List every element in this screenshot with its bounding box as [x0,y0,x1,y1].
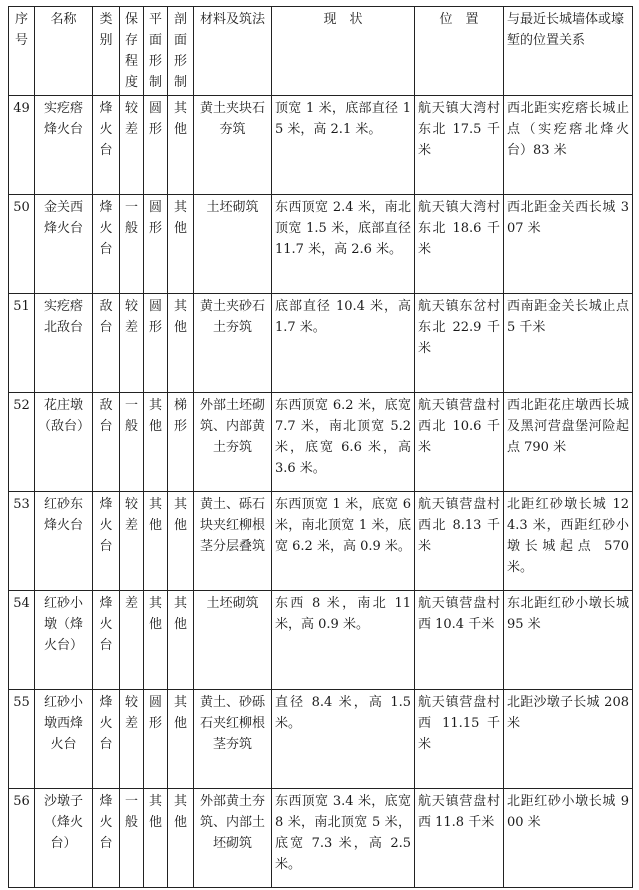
header-preservation: 保存程度 [120,7,144,96]
table-row [9,294,633,393]
cell-material: 外部土坯砌筑、内部黄土夯筑 [194,393,272,492]
cell-type-text: 烽火台 [99,794,113,851]
cell-preservation-text: 一般 [124,200,138,236]
table-row [9,690,633,789]
cell-material: 黄土、砂砾石夹红柳根茎夯筑 [194,690,272,789]
cell-preservation-text: 较差 [124,695,138,731]
cell-no: 53 [9,492,35,591]
cell-plan-text: 其他 [148,794,162,830]
cell-name: 金关西烽火台 [35,195,93,294]
cell-no: 56 [9,789,35,888]
cell-preservation [120,789,144,888]
cell-section-text: 其他 [173,596,187,632]
cell-plan [144,591,168,690]
cell-name: 花庄墩（敌台） [35,393,93,492]
cell-location: 航天镇营盘村西北 10.6 千米 [415,393,504,492]
cell-section-text: 其他 [173,794,187,830]
cell-section-text: 其他 [173,299,187,335]
cell-name: 红砂东烽火台 [35,492,93,591]
cell-material: 黄土夹块石夯筑 [194,96,272,195]
cell-type [93,294,120,393]
cell-type-text: 烽火台 [99,101,113,158]
cell-material: 黄土夹砂石土夯筑 [194,294,272,393]
header-location: 位 置 [415,7,504,96]
table-row [9,591,633,690]
cell-preservation [120,690,144,789]
header-type: 类别 [93,7,120,96]
cell-section [168,294,194,393]
cell-type-text: 烽火台 [99,200,113,257]
cell-location: 航天镇营盘村西 11.15 千米 [415,690,504,789]
cell-plan-text: 其他 [148,398,162,434]
cell-plan [144,96,168,195]
cell-relation: 北距红砂墩长城 124.3 米，西距红砂小墩长城起点 570 米。 [504,492,633,591]
cell-relation: 西北距金关西长城 307 米 [504,195,633,294]
table-row [9,96,633,195]
cell-no: 54 [9,591,35,690]
cell-name: 实疙瘩北敌台 [35,294,93,393]
cell-material: 土坯砌筑 [194,195,272,294]
cell-preservation-text: 较差 [124,497,138,533]
cell-location: 航天镇大湾村东北 18.6 千米 [415,195,504,294]
cell-material: 外部黄土夯筑、内部土坯砌筑 [194,789,272,888]
cell-relation: 西南距金关长城止点 5 千米 [504,294,633,393]
cell-type-text: 敌台 [99,299,113,335]
cell-no: 51 [9,294,35,393]
cell-type [93,591,120,690]
cell-no: 55 [9,690,35,789]
cell-plan-text: 圆形 [148,695,162,731]
cell-status: 顶宽 1 米，底部直径 15 米，高 2.1 米。 [272,96,415,195]
cell-name: 红砂小墩（烽火台） [35,591,93,690]
cell-preservation-text: 差 [124,596,138,611]
cell-status: 直径 8.4 米，高 1.5 米。 [272,690,415,789]
cell-preservation [120,195,144,294]
cell-type [93,789,120,888]
cell-name: 红砂小墩西烽火台 [35,690,93,789]
table-row [9,393,633,492]
header-plan: 平面形制 [144,7,168,96]
header-status: 现 状 [272,7,415,96]
cell-plan-text: 其他 [148,497,162,533]
cell-location: 航天镇大湾村东北 17.5 千米 [415,96,504,195]
cell-material: 黄土、砾石块夹红柳根茎分层叠筑 [194,492,272,591]
cell-preservation-text: 一般 [124,398,138,434]
cell-name: 沙墩子（烽火台） [35,789,93,888]
cell-relation: 西北距花庄墩西长城及黑河营盘堡河险起点 790 米 [504,393,633,492]
cell-type-text: 烽火台 [99,497,113,554]
beacon-tower-table [8,6,633,888]
cell-type-text: 敌台 [99,398,113,434]
cell-name: 实疙瘩烽火台 [35,96,93,195]
cell-relation: 东北距红砂小墩长城 95 米 [504,591,633,690]
cell-section [168,591,194,690]
cell-type-text: 烽火台 [99,695,113,752]
table-body [9,96,633,888]
cell-section-text: 梯形 [173,398,187,434]
cell-section [168,492,194,591]
cell-relation: 西北距实疙瘩长城止点（实疙瘩北烽火台）83 米 [504,96,633,195]
cell-status: 东西顶宽 6.2 米，底宽 7.7 米，南北顶宽 5.2 米，底宽 6.6 米，高 3.6 米。 [272,393,415,492]
cell-preservation [120,591,144,690]
cell-section [168,195,194,294]
cell-section [168,789,194,888]
cell-no: 52 [9,393,35,492]
cell-status: 东西 8 米，南北 11 米，高 0.9 米。 [272,591,415,690]
cell-section-text: 其他 [173,695,187,731]
cell-location: 航天镇营盘村西北 8.13 千米 [415,492,504,591]
header-material: 材料及筑法 [194,7,272,96]
table-row [9,195,633,294]
cell-preservation [120,492,144,591]
cell-type [93,96,120,195]
cell-preservation-text: 较差 [124,101,138,137]
cell-plan-text: 圆形 [148,200,162,236]
cell-section [168,690,194,789]
cell-preservation-text: 一般 [124,794,138,830]
cell-plan [144,393,168,492]
cell-section [168,393,194,492]
table-row [9,492,633,591]
cell-status: 东西顶宽 2.4 米，南北顶宽 1.5 米，底部直径 11.7 米，高 2.6 米。 [272,195,415,294]
table-header [9,7,633,96]
cell-section-text: 其他 [173,200,187,236]
cell-location: 航天镇营盘村西 11.8 千米 [415,789,504,888]
cell-plan [144,294,168,393]
cell-plan [144,492,168,591]
cell-section-text: 其他 [173,101,187,137]
header-section: 剖面形制 [168,7,194,96]
cell-plan-text: 圆形 [148,299,162,335]
table-row [9,789,633,888]
cell-relation: 北距沙墩子长城 208 米 [504,690,633,789]
cell-plan-text: 其他 [148,596,162,632]
cell-preservation [120,294,144,393]
cell-status: 东西顶宽 3.4 米，底宽 8 米，南北顶宽 5 米，底宽 7.3 米，高 2.5 米。 [272,789,415,888]
cell-plan [144,195,168,294]
cell-preservation [120,96,144,195]
cell-type [93,690,120,789]
cell-relation: 北距红砂小墩长城 900 米 [504,789,633,888]
cell-type [93,492,120,591]
header-row [9,7,633,96]
header-relation: 与最近长城墙体或壕堑的位置关系 [504,7,633,96]
cell-status: 东西顶宽 1 米，底宽 6 米，南北顶宽 1 米，底宽 6.2 米，高 0.9 米。 [272,492,415,591]
header-name: 名称 [35,7,93,96]
cell-plan [144,789,168,888]
cell-no: 50 [9,195,35,294]
cell-no: 49 [9,96,35,195]
header-no: 序号 [9,7,35,96]
cell-type [93,195,120,294]
cell-material: 土坯砌筑 [194,591,272,690]
cell-type-text: 烽火台 [99,596,113,653]
cell-plan [144,690,168,789]
cell-section [168,96,194,195]
cell-section-text: 其他 [173,497,187,533]
cell-type [93,393,120,492]
cell-plan-text: 圆形 [148,101,162,137]
cell-location: 航天镇营盘村西 10.4 千米 [415,591,504,690]
cell-status: 底部直径 10.4 米，高 1.7 米。 [272,294,415,393]
cell-preservation-text: 较差 [124,299,138,335]
cell-location: 航天镇东岔村东北 22.9 千米 [415,294,504,393]
cell-preservation [120,393,144,492]
